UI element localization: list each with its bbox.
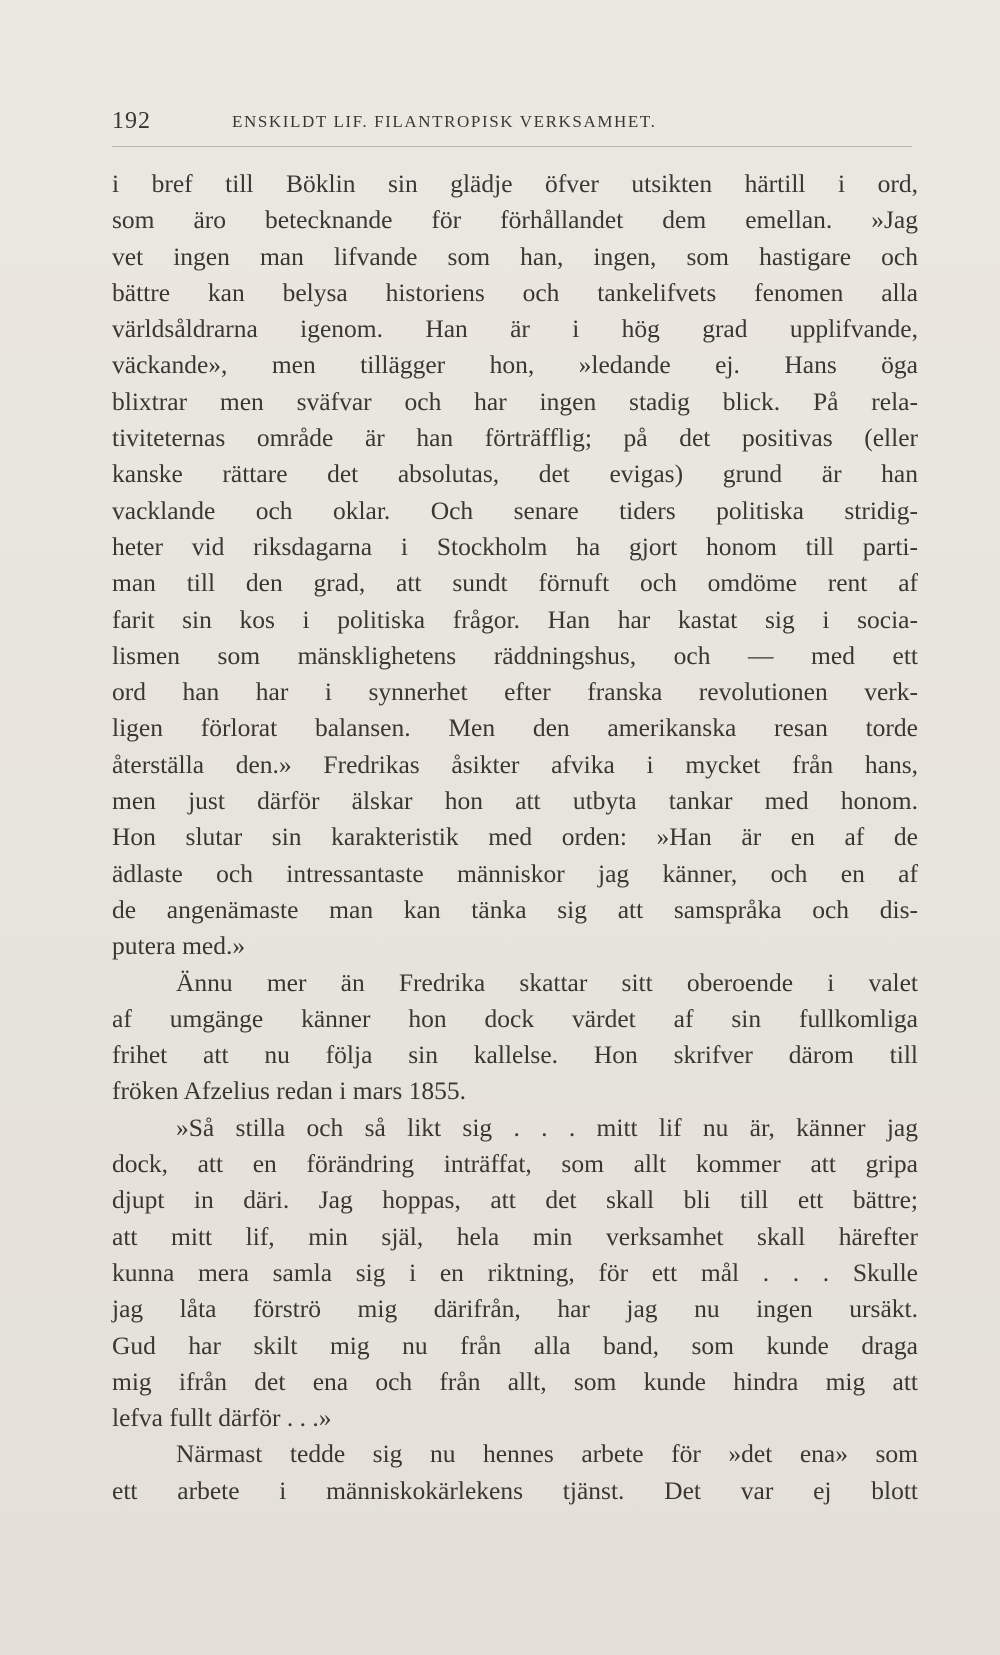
text-line: blixtrar men sväfvar och har ingen stadig blick. På rela-: [112, 386, 918, 416]
text-line: dock, att en förändring inträffat, som allt kommer att gripa: [112, 1149, 918, 1179]
text-line: ord han har i synnerhet efter franska revolutionen verk-: [112, 677, 918, 707]
text-line: kanske rättare det absolutas, det evigas) grund är han: [112, 459, 918, 489]
text-line: ligen förlorat balansen. Men den amerikanska resan torde: [112, 713, 918, 743]
text-line: Hon slutar sin karakteristik med orden: »Han är en af de: [112, 822, 918, 852]
text-line: kunna mera samla sig i en riktning, för ett mål . . . Skulle: [112, 1257, 918, 1287]
text-line: i bref till Böklin sin glädje öfver utsikten härtill i ord,: [112, 169, 918, 198]
text-line: tiviteternas område är han förträfflig; på det positivas (eller: [112, 423, 918, 453]
text-line: jag låta förströ mig därifrån, har jag nu ingen ursäkt.: [112, 1294, 918, 1324]
text-line: ädlaste och intressantaste människor jag känner, och en af: [112, 858, 918, 888]
text-line: mig ifrån det ena och från allt, som kunde hindra mig att: [112, 1366, 918, 1396]
running-head: ENSKILDT LIF. FILANTROPISK VERKSAMHET.: [232, 112, 657, 131]
text-line: återställa den.» Fredrikas åsikter afvika i mycket från hans,: [112, 749, 918, 779]
text-line: lismen som mänsklighetens räddningshus, och — med ett: [112, 640, 918, 670]
text-line: Gud har skilt mig nu från alla band, som kunde draga: [112, 1330, 918, 1360]
text-line: väckande», men tillägger hon, »ledande ej. Hans öga: [112, 350, 918, 380]
text-line: heter vid riksdagarna i Stockholm ha gjort honom till parti-: [112, 531, 918, 561]
text-line: Ännu mer än Fredrika skattar sitt oberoende i valet: [176, 967, 918, 997]
text-line: men just därför älskar hon att utbyta tankar med honom.: [112, 786, 918, 816]
text-line: som äro betecknande för förhållandet dem emellan. »Jag: [112, 205, 918, 235]
text-line: »Så stilla och så likt sig . . . mitt lif nu är, känner jag: [176, 1112, 918, 1142]
text-line: farit sin kos i politiska frågor. Han har kastat sig i socia-: [112, 604, 918, 634]
text-line: de angenämaste man kan tänka sig att samspråka och dis-: [112, 894, 918, 924]
page-number: 192: [112, 108, 151, 134]
header-rule: [112, 146, 912, 147]
text-line: ett arbete i människokärlekens tjänst. Det var ej blott: [112, 1475, 918, 1505]
text-line: fröken Afzelius redan i mars 1855.: [112, 1076, 467, 1106]
text-line: vacklande och oklar. Och senare tiders politiska stridig-: [112, 495, 918, 525]
text-line: af umgänge känner hon dock värdet af sin fullkomliga: [112, 1003, 918, 1033]
text-line: bättre kan belysa historiens och tankelifvets fenomen alla: [112, 277, 918, 307]
text-line: man till den grad, att sundt förnuft och omdöme rent af: [112, 568, 918, 598]
text-line: att mitt lif, min själ, hela min verksamhet skall härefter: [112, 1221, 918, 1251]
text-line: putera med.»: [112, 931, 246, 961]
text-line: lefva fullt därför . . .»: [112, 1403, 332, 1433]
text-line: världsåldrarna igenom. Han är i hög grad upplifvande,: [112, 314, 918, 344]
page-header: [112, 108, 912, 138]
body-text: [112, 166, 918, 1509]
text-line: vet ingen man lifvande som han, ingen, som hastigare och: [112, 241, 918, 271]
text-line: Närmast tedde sig nu hennes arbete för »det ena» som: [176, 1439, 918, 1469]
text-line: frihet att nu följa sin kallelse. Hon skrifver därom till: [112, 1040, 918, 1070]
text-line: djupt in däri. Jag hoppas, att det skall bli till ett bättre;: [112, 1185, 918, 1215]
